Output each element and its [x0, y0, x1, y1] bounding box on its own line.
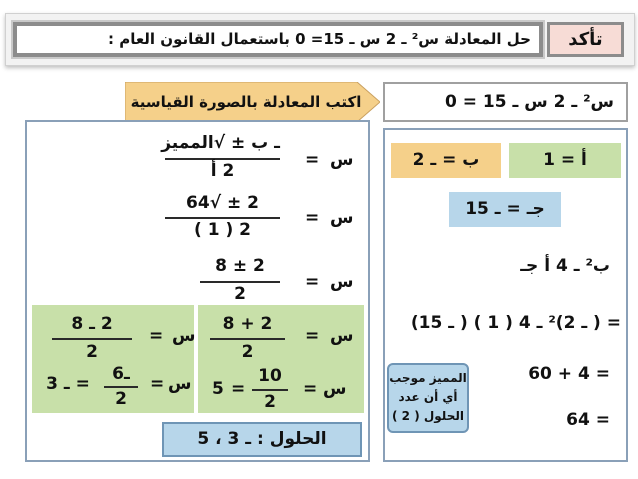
note-line-2: أي أن عدد [398, 390, 458, 404]
minus-result-numerator: ـ6 [112, 364, 130, 384]
problem-statement: حل المعادلة س² ـ 2 س ـ 15= 0 باستعمال القانون العام : [13, 22, 543, 57]
discriminant-step1: = ( ـ 2)² ـ 4 ( 1 ) ( ـ 15) [410, 313, 621, 333]
plus-s: س [330, 326, 354, 346]
plus-fraction-bar [210, 338, 285, 340]
plus-result-eq2: = [231, 379, 246, 399]
row2-fraction-bar [165, 217, 280, 219]
plus-numerator: 2 + 8 [222, 314, 273, 334]
discriminant-step2: = 4 + 60 [528, 364, 610, 384]
plus-result-s: س [323, 379, 347, 399]
plus-eq: = [305, 326, 320, 346]
row3-denominator: 2 [234, 284, 246, 304]
row2-denominator: 2 ( 1 ) [194, 220, 251, 240]
coefficient-b: ب = ـ 2 [391, 143, 501, 178]
row3-s: س [330, 272, 354, 292]
minus-numerator: 2 ـ 8 [71, 314, 113, 334]
row1-fraction-bar [165, 158, 280, 160]
minus-result-s: س [168, 374, 192, 394]
note-line-1: المميز موجب [389, 371, 467, 385]
solutions-box: الحلول : ـ 3 ، 5 [162, 422, 362, 457]
row3-numerator: 2 ± 8 [215, 256, 265, 276]
arrow-banner-label: اكتب المعادلة بالصورة القياسية [130, 93, 362, 111]
minus-fraction-bar [52, 338, 132, 340]
standard-form-equation [383, 82, 628, 122]
row2-eq: = [305, 208, 320, 228]
row1-denominator: 2 أ [210, 161, 235, 181]
row1-eq: = [305, 150, 320, 170]
row3-eq: = [305, 272, 320, 292]
minus-s: س [172, 326, 196, 346]
row2-s: س [330, 208, 354, 228]
note-line-3: الحلول ( 2 ) [392, 409, 464, 423]
minus-result-eq: = [150, 374, 165, 394]
minus-eq: = [149, 326, 164, 346]
discriminant-note [387, 363, 469, 433]
minus-result-fraction-bar [104, 386, 138, 388]
discriminant-formula: ب² ـ 4 أ جـ [520, 256, 610, 276]
coefficient-a: أ = 1 [509, 143, 621, 178]
minus-result-value: = ـ 3 [46, 374, 90, 394]
plus-result-denominator: 2 [264, 392, 276, 412]
row1-numerator: ـ ب ± √المميز [161, 133, 280, 153]
plus-result-value: 5 [212, 379, 224, 399]
arrow-banner [125, 82, 380, 122]
plus-result-numerator: 10 [258, 366, 282, 386]
coefficient-c: جـ = ـ 15 [449, 192, 561, 227]
row1-s: س [330, 150, 354, 170]
plus-result-eq: = [303, 379, 318, 399]
plus-result-fraction-bar [252, 389, 288, 391]
minus-result-denominator: 2 [115, 389, 127, 409]
equation-text: س² ـ 2 س ـ 15 = 0 [444, 92, 614, 112]
plus-denominator: 2 [241, 342, 254, 362]
row2-numerator: 2 ± √64 [186, 193, 259, 213]
row3-fraction-bar [200, 281, 280, 283]
check-button[interactable]: تأكد [547, 22, 624, 57]
discriminant-step3: = 64 [566, 410, 610, 430]
minus-denominator: 2 [86, 342, 98, 362]
